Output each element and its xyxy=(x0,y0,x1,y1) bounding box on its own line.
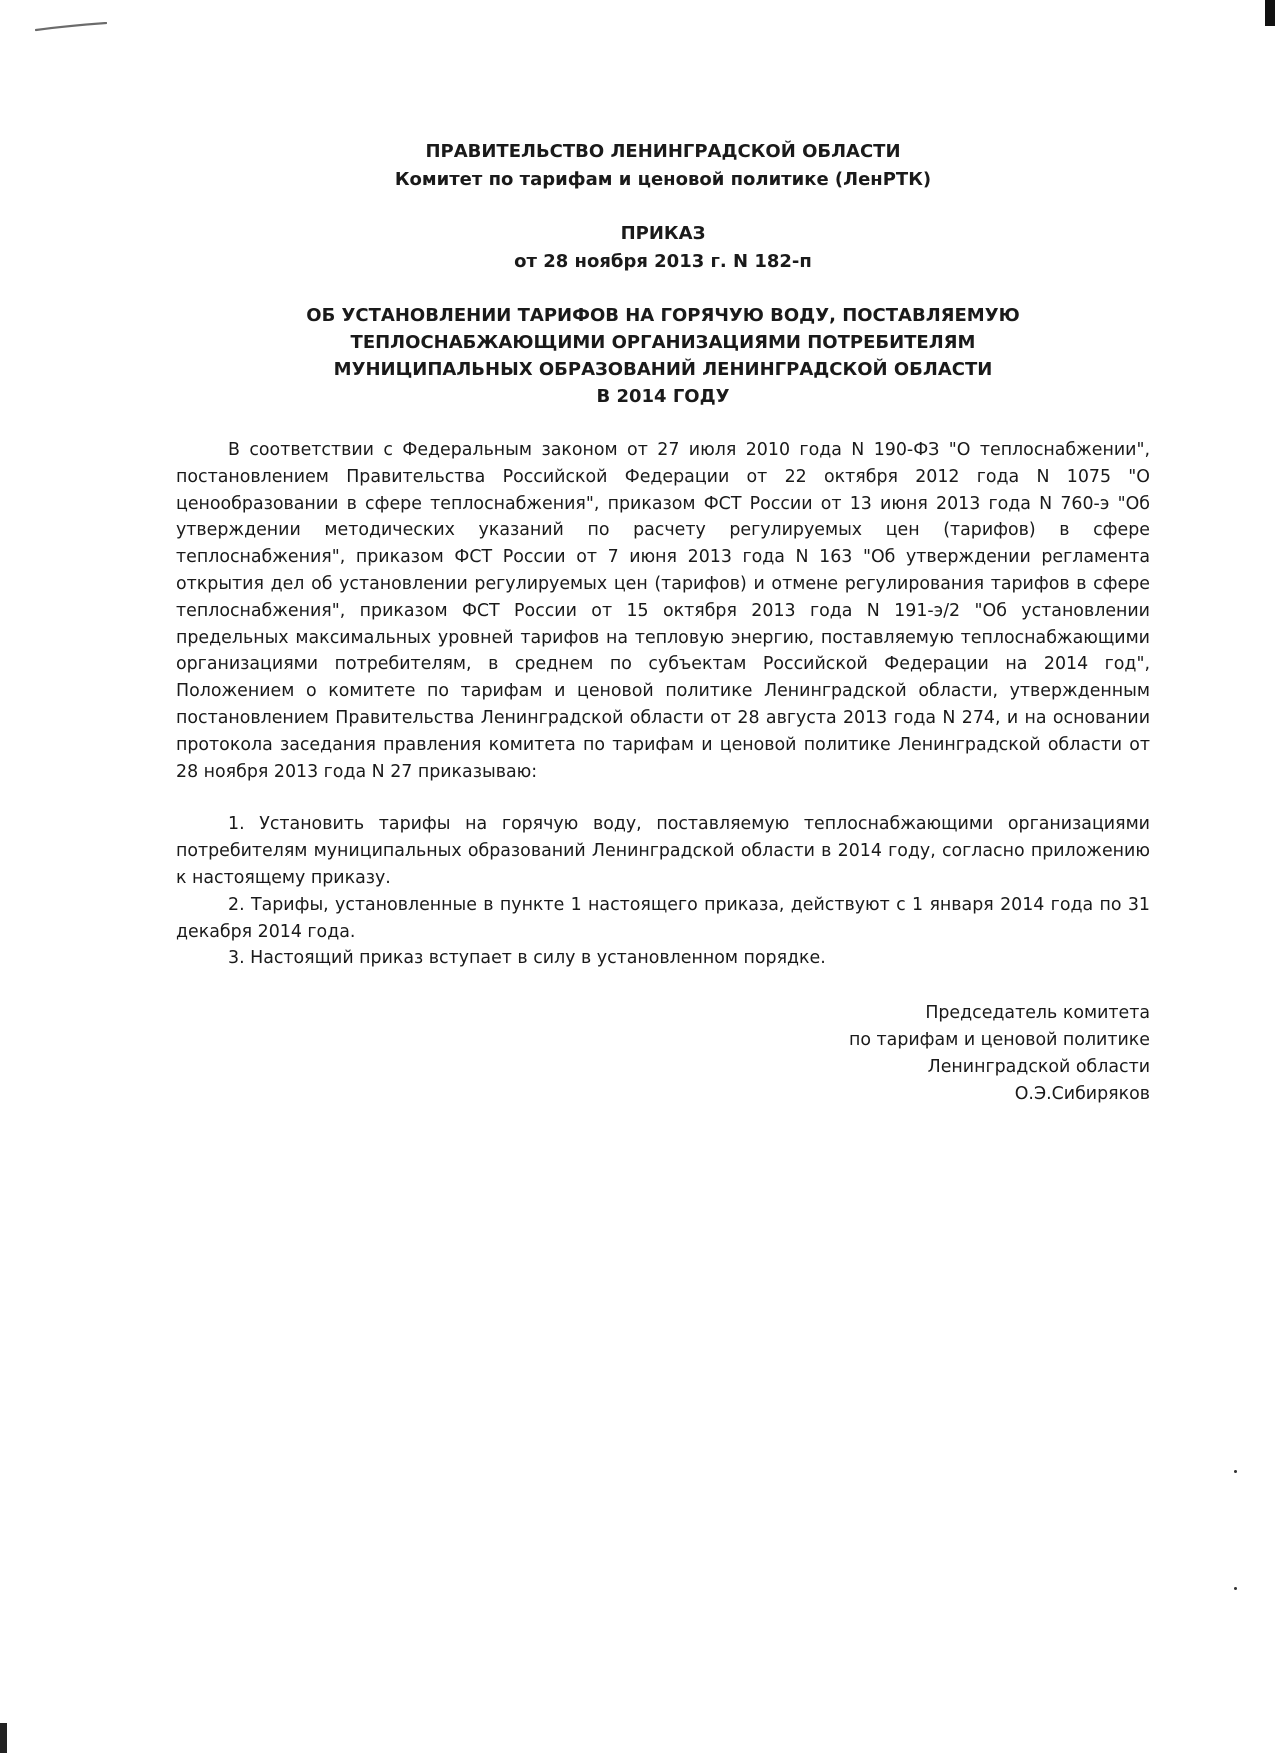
signature-line: по тарифам и ценовой политике xyxy=(849,1029,1150,1050)
order-heading xyxy=(176,220,1150,276)
title-line: МУНИЦИПАЛЬНЫХ ОБРАЗОВАНИЙ ЛЕНИНГРАДСКОЙ ОБЛАСТИ xyxy=(333,359,993,380)
scan-speck xyxy=(1234,1587,1237,1590)
committee-name: Комитет по тарифам и ценовой политике (ЛенРТК) xyxy=(394,169,932,190)
title-line: В 2014 ГОДУ xyxy=(596,386,730,407)
signature-block xyxy=(176,1000,1150,1107)
title-line: ТЕПЛОСНАБЖАЮЩИМИ ОРГАНИЗАЦИЯМИ ПОТРЕБИТЕЛЯМ xyxy=(350,332,976,353)
document-header xyxy=(176,138,1150,194)
scan-edge-mark-right xyxy=(1265,0,1275,26)
title-line: ОБ УСТАНОВЛЕНИИ ТАРИФОВ НА ГОРЯЧУЮ ВОДУ, ПОСТАВЛЯЕМУЮ xyxy=(306,305,1020,326)
document-page xyxy=(176,138,1150,1107)
order-date-number: от 28 ноября 2013 г. N 182-п xyxy=(514,251,812,272)
order-item-2: 2. Тарифы, установленные в пункте 1 настоящего приказа, действуют с 1 января 2014 года по 31 декабря 2014 года. xyxy=(176,894,1150,942)
scan-edge-mark-left xyxy=(0,1723,7,1753)
signature-line: Председатель комитета xyxy=(925,1003,1150,1024)
order-type: ПРИКАЗ xyxy=(620,223,706,244)
scan-pen-mark xyxy=(35,22,107,32)
order-items xyxy=(176,811,1150,972)
signature-line: Ленинградской области xyxy=(927,1056,1150,1077)
scan-speck xyxy=(1234,1470,1237,1473)
document-title xyxy=(176,302,1150,410)
order-item-3: 3. Настоящий приказ вступает в силу в установленном порядке. xyxy=(228,948,826,969)
organization-name: ПРАВИТЕЛЬСТВО ЛЕНИНГРАДСКОЙ ОБЛАСТИ xyxy=(425,141,901,162)
preamble-paragraph: В соответствии с Федеральным законом от 27 июля 2010 года N 190-ФЗ "О теплоснабжении", постановлением Правительства Российской Федерации от 22 октября 2012 года N 1075 "О ценообразовании в сфере теплоснабжения", приказом ФСТ России от 13 июня 2013 года N 760-э "Об утверждении методических указаний по расчету регулируемых цен (тарифов) в сфере теплоснабжения", приказом ФСТ России от 7 июня 2013 года N 163 "Об утверждении регламента открытия дел об установлении регулируемых цен (тарифов) и отмене регулирования тарифов в сфере теплоснабжения", приказом ФСТ России от 15 октября 2013 года N 191-э/2 "Об установлении предельных максимальных уровней тарифов на тепловую энергию, поставляемую теплоснабжающими организациями потребителям, в среднем по субъектам Российской Федерации на 2014 год", Положением о комитете по тарифам и ценовой политике Ленинградской области, утвержденным постановлением Правительства Ленинградской области от 28 августа 2013 года N 274, и на основании протокола заседания правления комитета по тарифам и ценовой политике Ленинградской области от 28 ноября 2013 года N 27 приказываю: xyxy=(176,440,1150,782)
order-item-1: 1. Установить тарифы на горячую воду, поставляемую теплоснабжающими организациями потребителям муниципальных образований Ленинградской области в 2014 году, согласно приложению к настоящему приказу. xyxy=(176,814,1150,888)
signatory-name: О.Э.Сибиряков xyxy=(1014,1083,1150,1104)
